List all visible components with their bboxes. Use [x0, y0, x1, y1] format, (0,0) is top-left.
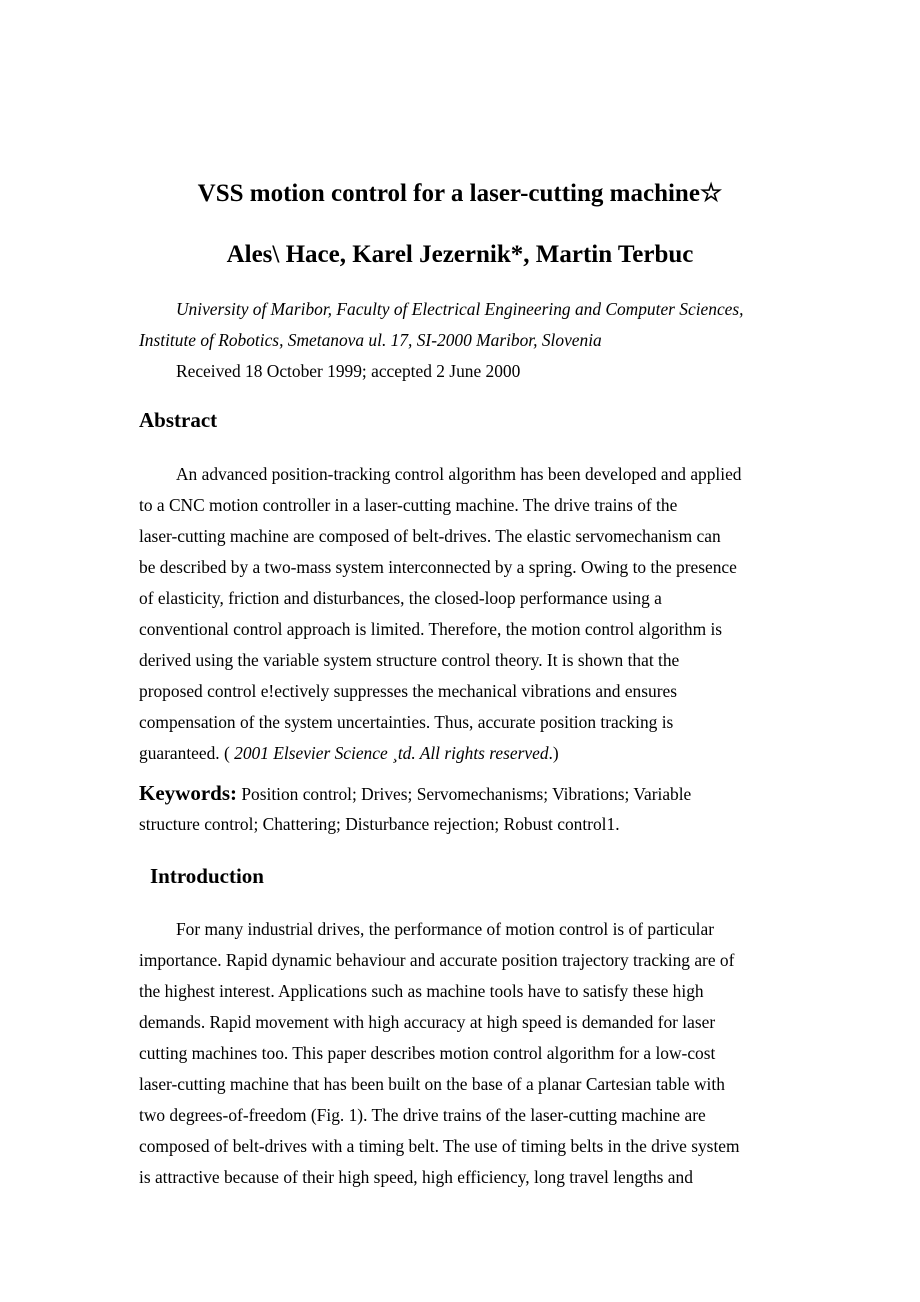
- introduction-line: laser-cutting machine that has been built on the base of a planar Cartesian table with: [139, 1074, 725, 1094]
- introduction-line: demands. Rapid movement with high accuracy at high speed is demanded for laser: [139, 1012, 716, 1032]
- abstract-heading: Abstract: [139, 408, 218, 432]
- paper-title: VSS motion control for a laser-cutting machine☆: [197, 180, 723, 207]
- keywords-text: Position control; Drives; Servomechanisms; Vibrations; Variable: [237, 784, 692, 804]
- introduction-line: importance. Rapid dynamic behaviour and accurate position trajectory tracking are of: [139, 950, 735, 970]
- abstract-last-prefix: guaranteed. (: [139, 743, 235, 763]
- introduction-line: composed of belt-drives with a timing belt. The use of timing belts in the drive system: [139, 1136, 740, 1156]
- introduction-line: the highest interest. Applications such as machine tools have to satisfy these high: [139, 981, 704, 1001]
- keywords-label: Keywords:: [139, 781, 237, 805]
- introduction-body: [139, 914, 799, 1193]
- keywords-line: structure control; Chattering; Disturbance rejection; Robust control1.: [139, 814, 620, 834]
- copyright-notice: 2001 Elsevier Science ¸td. All rights reserved: [234, 743, 549, 763]
- affiliation-line: Institute of Robotics, Smetanova ul. 17, SI-2000 Maribor, Slovenia: [139, 330, 602, 350]
- abstract-line: An advanced position-tracking control algorithm has been developed and applied: [176, 464, 742, 484]
- abstract-line: laser-cutting machine are composed of belt-drives. The elastic servomechanism can: [139, 526, 721, 546]
- author-list: Ales\ Hace, Karel Jezernik*, Martin Terbuc: [226, 241, 694, 268]
- abstract-line: conventional control approach is limited. Therefore, the motion control algorithm is: [139, 619, 723, 639]
- introduction-line: For many industrial drives, the performance of motion control is of particular: [176, 919, 714, 939]
- received-dates: Received 18 October 1999; accepted 2 June 2000: [176, 361, 521, 381]
- keywords-block: [139, 778, 799, 840]
- abstract-line: derived using the variable system structure control theory. It is shown that the: [139, 650, 680, 670]
- affiliation: [139, 294, 799, 356]
- introduction-heading: Introduction: [150, 864, 264, 888]
- introduction-line: two degrees-of-freedom (Fig. 1). The drive trains of the laser-cutting machine are: [139, 1105, 706, 1125]
- affiliation-line: University of Maribor, Faculty of Electrical Engineering and Computer Sciences,: [176, 299, 744, 319]
- abstract-line: be described by a two-mass system interconnected by a spring. Owing to the presence: [139, 557, 737, 577]
- keywords-line: [139, 778, 799, 809]
- abstract-last-suffix: .): [548, 743, 559, 763]
- introduction-line: is attractive because of their high speed, high efficiency, long travel lengths and: [139, 1167, 693, 1187]
- introduction-line: cutting machines too. This paper describes motion control algorithm for a low-cost: [139, 1043, 716, 1063]
- abstract-line: proposed control e!ectively suppresses the mechanical vibrations and ensures: [139, 681, 677, 701]
- abstract-line: of elasticity, friction and disturbances, the closed-loop performance using a: [139, 588, 662, 608]
- abstract-line: compensation of the system uncertainties. Thus, accurate position tracking is: [139, 712, 674, 732]
- abstract-body: [139, 459, 799, 769]
- abstract-line: to a CNC motion controller in a laser-cutting machine. The drive trains of the: [139, 495, 678, 515]
- abstract-last-line: [139, 738, 799, 769]
